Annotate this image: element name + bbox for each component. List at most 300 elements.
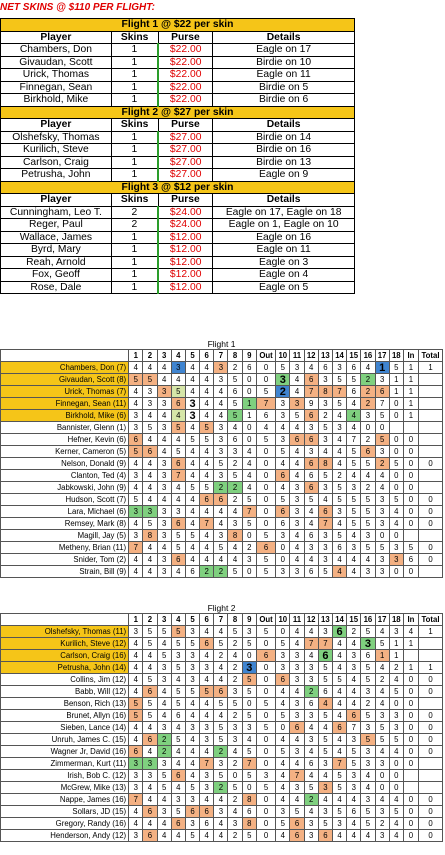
hole-score: 4	[157, 542, 171, 554]
purse-amount: $12.00	[158, 269, 213, 282]
hole-score: 6	[129, 746, 143, 758]
hole-score: 4	[332, 518, 346, 530]
hole-score: 3	[290, 518, 304, 530]
hole-score: 4	[290, 386, 304, 398]
skins-row	[1, 206, 355, 219]
column-header: Player	[1, 194, 112, 207]
hole-score: 5	[256, 386, 275, 398]
hole-score: 4	[332, 746, 346, 758]
hole-score: 4	[157, 794, 171, 806]
golfer-name: Kurilich, Steve (12)	[1, 638, 129, 650]
hole-score	[418, 470, 442, 482]
hole-score: 4	[157, 686, 171, 698]
hole-score: 4	[129, 650, 143, 662]
scorecard-title-row	[1, 602, 443, 614]
hole-score: 0	[256, 458, 275, 470]
golfer-name: Carlson, Craig (16)	[1, 650, 129, 662]
hole-score: 5	[389, 494, 403, 506]
hole-score: 1	[242, 398, 256, 410]
hole-score: 4	[200, 650, 214, 662]
hole-score: 2	[361, 698, 375, 710]
hole-score: 0	[256, 710, 275, 722]
hole-score: 4	[185, 374, 199, 386]
hole-header: Out	[256, 614, 275, 626]
hole-score: 2	[214, 566, 228, 578]
hole-score: 5	[318, 734, 332, 746]
skins-count: 2	[111, 219, 158, 232]
hole-score: 4	[171, 758, 185, 770]
hole-score: 3	[185, 722, 199, 734]
hole-score: 3	[290, 746, 304, 758]
golfer-name: Wagner Jr, David (16)	[1, 746, 129, 758]
hole-score: 4	[171, 782, 185, 794]
hole-score: 2	[228, 638, 242, 650]
hole-score: 5	[361, 626, 375, 638]
score-row	[1, 710, 443, 722]
hole-score: 5	[129, 710, 143, 722]
hole-score: 3	[185, 794, 199, 806]
hole-score: 6	[276, 674, 290, 686]
hole-score: 6	[347, 362, 361, 374]
hole-score: 0	[389, 530, 403, 542]
hole-score: 4	[290, 758, 304, 770]
hole-score: 0	[403, 434, 418, 446]
hole-score: 3	[228, 818, 242, 830]
column-header: Purse	[158, 119, 213, 132]
hole-score: 4	[171, 434, 185, 446]
hole-header: 16	[361, 614, 375, 626]
hole-score: 4	[389, 830, 403, 842]
skin-details: Eagle on 1, Eagle on 10	[213, 219, 355, 232]
hole-score: 7	[318, 638, 332, 650]
hole-score: 3	[347, 482, 361, 494]
hole-score: 3	[375, 758, 389, 770]
hole-score: 0	[403, 506, 418, 518]
hole-score: 4	[290, 530, 304, 542]
hole-score: 3	[318, 806, 332, 818]
hole-score: 5	[318, 818, 332, 830]
hole-score: 2	[347, 626, 361, 638]
hole-score: 4	[290, 638, 304, 650]
hole-score: 4	[332, 830, 346, 842]
golfer-name: Zimmerman, Kurt (11)	[1, 758, 129, 770]
golfer-name: Bannister, Glenn (1)	[1, 422, 129, 434]
golfer-name: Nappe, James (16)	[1, 794, 129, 806]
hole-score	[418, 758, 442, 770]
hole-score	[418, 530, 442, 542]
scorecard-title: Flight 1	[207, 338, 236, 349]
hole-score: 1	[403, 386, 418, 398]
skins-count: 1	[111, 56, 158, 69]
player-name: Rose, Dale	[1, 281, 112, 294]
hole-score: 6	[276, 470, 290, 482]
hole-score: 2	[318, 410, 332, 422]
hole-score: 3	[242, 554, 256, 566]
skin-details: Birdie on 5	[213, 81, 355, 94]
score-row	[1, 722, 443, 734]
hole-score: 4	[214, 830, 228, 842]
hole-score: 5	[143, 674, 157, 686]
hole-score: 5	[200, 482, 214, 494]
hole-score: 4	[304, 626, 318, 638]
golfer-name: Sollars, JD (15)	[1, 806, 129, 818]
hole-score: 4	[143, 782, 157, 794]
hole-score: 4	[200, 530, 214, 542]
purse-amount: $12.00	[158, 244, 213, 257]
hole-score: 5	[304, 494, 318, 506]
hole-score: 4	[129, 638, 143, 650]
hole-header: 1	[129, 614, 143, 626]
hole-score: 4	[157, 446, 171, 458]
hole-score: 4	[361, 782, 375, 794]
hole-score: 8	[143, 530, 157, 542]
hole-score: 4	[185, 470, 199, 482]
skins-count: 1	[111, 231, 158, 244]
hole-score: 4	[200, 542, 214, 554]
hole-score: 5	[242, 686, 256, 698]
purse-amount: $12.00	[158, 231, 213, 244]
skins-row	[1, 156, 355, 169]
hole-score: 4	[347, 638, 361, 650]
hole-score: 3	[318, 542, 332, 554]
hole-score: 4	[242, 482, 256, 494]
hole-score: 0	[403, 518, 418, 530]
player-name: Fox, Geoff	[1, 269, 112, 282]
hole-header-row	[1, 350, 443, 362]
hole-score: 4	[129, 518, 143, 530]
hole-score: 4	[290, 422, 304, 434]
hole-score: 4	[332, 662, 346, 674]
hole-score: 0	[418, 674, 442, 686]
hole-score: 3	[276, 650, 290, 662]
hole-score: 6	[171, 398, 185, 410]
hole-score: 4	[200, 446, 214, 458]
hole-score: 0	[389, 566, 403, 578]
hole-score: 0	[389, 758, 403, 770]
hole-score: 1	[403, 362, 418, 374]
hole-header: 15	[347, 614, 361, 626]
hole-score: 6	[332, 722, 346, 734]
skins-count: 1	[111, 156, 158, 169]
hole-score: 1	[375, 362, 389, 374]
hole-score: 4	[200, 710, 214, 722]
purse-amount: $27.00	[158, 156, 213, 169]
hole-score: 3	[143, 758, 157, 770]
purse-amount: $27.00	[158, 169, 213, 182]
hole-score: 7	[256, 398, 275, 410]
hole-score: 5	[332, 482, 346, 494]
hole-score: 4	[200, 410, 214, 422]
hole-score: 5	[242, 830, 256, 842]
hole-score: 5	[242, 494, 256, 506]
hole-score: 4	[347, 830, 361, 842]
hole-score: 3	[375, 710, 389, 722]
hole-score: 5	[361, 662, 375, 674]
hole-score: 3	[171, 506, 185, 518]
purse-amount: $22.00	[158, 44, 213, 57]
hole-score: 4	[304, 722, 318, 734]
hole-score: 3	[389, 626, 403, 638]
hole-score: 7	[171, 470, 185, 482]
hole-score: 7	[129, 542, 143, 554]
hole-score: 0	[375, 782, 389, 794]
hole-score: 1	[375, 650, 389, 662]
golfer-name: Nelson, Donald (9)	[1, 458, 129, 470]
hole-score: 5	[332, 530, 346, 542]
score-row	[1, 374, 443, 386]
hole-score: 5	[318, 746, 332, 758]
hole-score: 5	[276, 494, 290, 506]
hole-score: 3	[228, 686, 242, 698]
hole-score: 3	[200, 734, 214, 746]
hole-score: 0	[403, 710, 418, 722]
hole-score: 8	[318, 386, 332, 398]
hole-score: 2	[228, 458, 242, 470]
hole-score: 3	[157, 458, 171, 470]
hole-score: 0	[256, 806, 275, 818]
hole-score: 5	[129, 698, 143, 710]
hole-score: 5	[171, 542, 185, 554]
hole-score: 6	[256, 650, 275, 662]
hole-score: 5	[143, 626, 157, 638]
hole-score: 4	[347, 674, 361, 686]
hole-score: 7	[129, 794, 143, 806]
score-row	[1, 782, 443, 794]
hole-score: 5	[256, 782, 275, 794]
hole-score: 6	[304, 530, 318, 542]
column-header: Skins	[111, 119, 158, 132]
hole-score: 6	[256, 410, 275, 422]
player-name: Byrd, Mary	[1, 244, 112, 257]
hole-score: 5	[242, 518, 256, 530]
hole-score: 4	[171, 410, 185, 422]
hole-score: 4	[318, 446, 332, 458]
hole-header: 17	[375, 350, 389, 362]
hole-score: 3	[214, 446, 228, 458]
hole-score: 4	[332, 554, 346, 566]
skins-row	[1, 56, 355, 69]
purse-amount: $24.00	[158, 206, 213, 219]
hole-score: 5	[171, 446, 185, 458]
hole-score: 4	[290, 458, 304, 470]
hole-score: 3	[332, 506, 346, 518]
hole-score: 5	[143, 710, 157, 722]
hole-score: 4	[276, 482, 290, 494]
skins-row	[1, 144, 355, 157]
hole-score: 6	[200, 638, 214, 650]
hole-score: 3	[157, 422, 171, 434]
score-row	[1, 686, 443, 698]
hole-score: 5	[290, 410, 304, 422]
hole-score: 0	[403, 722, 418, 734]
skins-row	[1, 244, 355, 257]
hole-score: 6	[347, 710, 361, 722]
hole-score: 4	[214, 518, 228, 530]
hole-score: 4	[375, 686, 389, 698]
hole-score: 5	[361, 734, 375, 746]
hole-score: 4	[185, 446, 199, 458]
hole-score: 6	[304, 482, 318, 494]
hole-score: 3	[318, 626, 332, 638]
hole-score: 2	[228, 662, 242, 674]
hole-score: 8	[318, 458, 332, 470]
hole-score: 0	[375, 770, 389, 782]
golfer-name: Strain, Bill (9)	[1, 566, 129, 578]
hole-score: 5	[389, 686, 403, 698]
hole-score	[418, 698, 442, 710]
hole-score: 0	[256, 686, 275, 698]
hole-score: 3	[318, 530, 332, 542]
hole-score: 0	[389, 698, 403, 710]
hole-score: 4	[143, 566, 157, 578]
hole-score: 5	[185, 434, 199, 446]
hole-score: 5	[332, 398, 346, 410]
hole-score: 2	[214, 746, 228, 758]
hole-score: 6	[242, 806, 256, 818]
hole-score: 6	[304, 698, 318, 710]
hole-score: 2	[228, 830, 242, 842]
hole-score: 0	[403, 482, 418, 494]
hole-score: 1	[418, 362, 442, 374]
hole-score: 4	[200, 794, 214, 806]
hole-score: 5	[276, 446, 290, 458]
hole-score: 0	[276, 722, 290, 734]
skin-details: Birdie on 6	[213, 94, 355, 107]
hole-score: 0	[242, 386, 256, 398]
hole-score: 5	[361, 518, 375, 530]
golfer-name: Henderson, Andy (12)	[1, 830, 129, 842]
hole-score: 4	[171, 494, 185, 506]
hole-score: 3	[276, 398, 290, 410]
hole-score: 4	[361, 770, 375, 782]
purse-amount: $27.00	[158, 144, 213, 157]
hole-score: 3	[375, 374, 389, 386]
name-header	[1, 614, 129, 626]
hole-score: 5	[256, 626, 275, 638]
hole-header: 5	[185, 614, 199, 626]
player-name: Reger, Paul	[1, 219, 112, 232]
hole-score: 2	[242, 542, 256, 554]
hole-score: 3	[276, 434, 290, 446]
hole-score: 4	[276, 782, 290, 794]
hole-score: 3	[242, 626, 256, 638]
hole-score: 3	[290, 566, 304, 578]
hole-score: 4	[200, 458, 214, 470]
hole-score: 5	[375, 434, 389, 446]
hole-score: 0	[403, 830, 418, 842]
hole-score: 7	[242, 506, 256, 518]
hole-score: 9	[304, 398, 318, 410]
hole-header: 9	[242, 350, 256, 362]
hole-score: 3	[347, 734, 361, 746]
hole-score: 4	[228, 542, 242, 554]
player-name: Birkhold, Mike	[1, 94, 112, 107]
hole-score: 5	[228, 374, 242, 386]
hole-score: 3	[143, 398, 157, 410]
hole-score: 7	[200, 518, 214, 530]
skins-row	[1, 281, 355, 294]
hole-score: 3	[200, 770, 214, 782]
hole-score: 3	[332, 818, 346, 830]
score-row	[1, 662, 443, 674]
hole-score: 3	[361, 410, 375, 422]
hole-score: 2	[214, 650, 228, 662]
flight-1-scorecard	[0, 338, 443, 578]
score-row	[1, 830, 443, 842]
hole-score: 4	[290, 542, 304, 554]
golfer-name: Jabkowski, John (9)	[1, 482, 129, 494]
hole-score: 1	[418, 662, 442, 674]
hole-score: 7	[318, 518, 332, 530]
purse-amount: $12.00	[158, 281, 213, 294]
hole-score: 3	[389, 722, 403, 734]
hole-score: 5	[214, 542, 228, 554]
hole-score: 2	[228, 794, 242, 806]
hole-score: 0	[418, 722, 442, 734]
hole-score: 5	[332, 374, 346, 386]
skin-details: Birdie on 14	[213, 131, 355, 144]
hole-score: 4	[214, 818, 228, 830]
hole-score	[418, 650, 442, 662]
hole-score: 4	[361, 470, 375, 482]
hole-score: 5	[228, 626, 242, 638]
hole-score: 4	[200, 698, 214, 710]
hole-score: 0	[418, 818, 442, 830]
hole-header: Out	[256, 350, 275, 362]
hole-score: 0	[256, 734, 275, 746]
skins-row	[1, 69, 355, 82]
hole-score: 4	[318, 770, 332, 782]
hole-score: 5	[347, 458, 361, 470]
hole-score: 3	[290, 698, 304, 710]
hole-score: 2	[214, 482, 228, 494]
hole-score	[403, 770, 418, 782]
hole-score: 4	[129, 806, 143, 818]
skins-row	[1, 94, 355, 107]
hole-score: 3	[276, 410, 290, 422]
column-header: Player	[1, 119, 112, 132]
hole-score: 5	[200, 434, 214, 446]
hole-score: 5	[143, 698, 157, 710]
column-header: Purse	[158, 31, 213, 44]
hole-score: 0	[389, 770, 403, 782]
hole-score: 4	[318, 722, 332, 734]
hole-score: 4	[143, 818, 157, 830]
hole-score: 4	[143, 794, 157, 806]
hole-score: 4	[214, 626, 228, 638]
column-header: Details	[213, 31, 355, 44]
hole-score: 4	[256, 422, 275, 434]
hole-score: 4	[389, 818, 403, 830]
hole-score: 6	[185, 566, 199, 578]
score-row	[1, 446, 443, 458]
hole-header: 18	[389, 350, 403, 362]
hole-score: 7	[347, 434, 361, 446]
hole-score: 4	[347, 530, 361, 542]
hole-score: 3	[143, 386, 157, 398]
skins-count: 1	[111, 94, 158, 107]
hole-header: 14	[332, 350, 346, 362]
hole-score: 3	[276, 566, 290, 578]
hole-header: 4	[171, 614, 185, 626]
hole-score: 3	[304, 734, 318, 746]
hole-score: 0	[403, 686, 418, 698]
hole-header: In	[403, 350, 418, 362]
hole-score: 3	[185, 818, 199, 830]
hole-score: 4	[332, 410, 346, 422]
hole-score: 4	[157, 638, 171, 650]
golfer-name: Collins, Jim (12)	[1, 674, 129, 686]
